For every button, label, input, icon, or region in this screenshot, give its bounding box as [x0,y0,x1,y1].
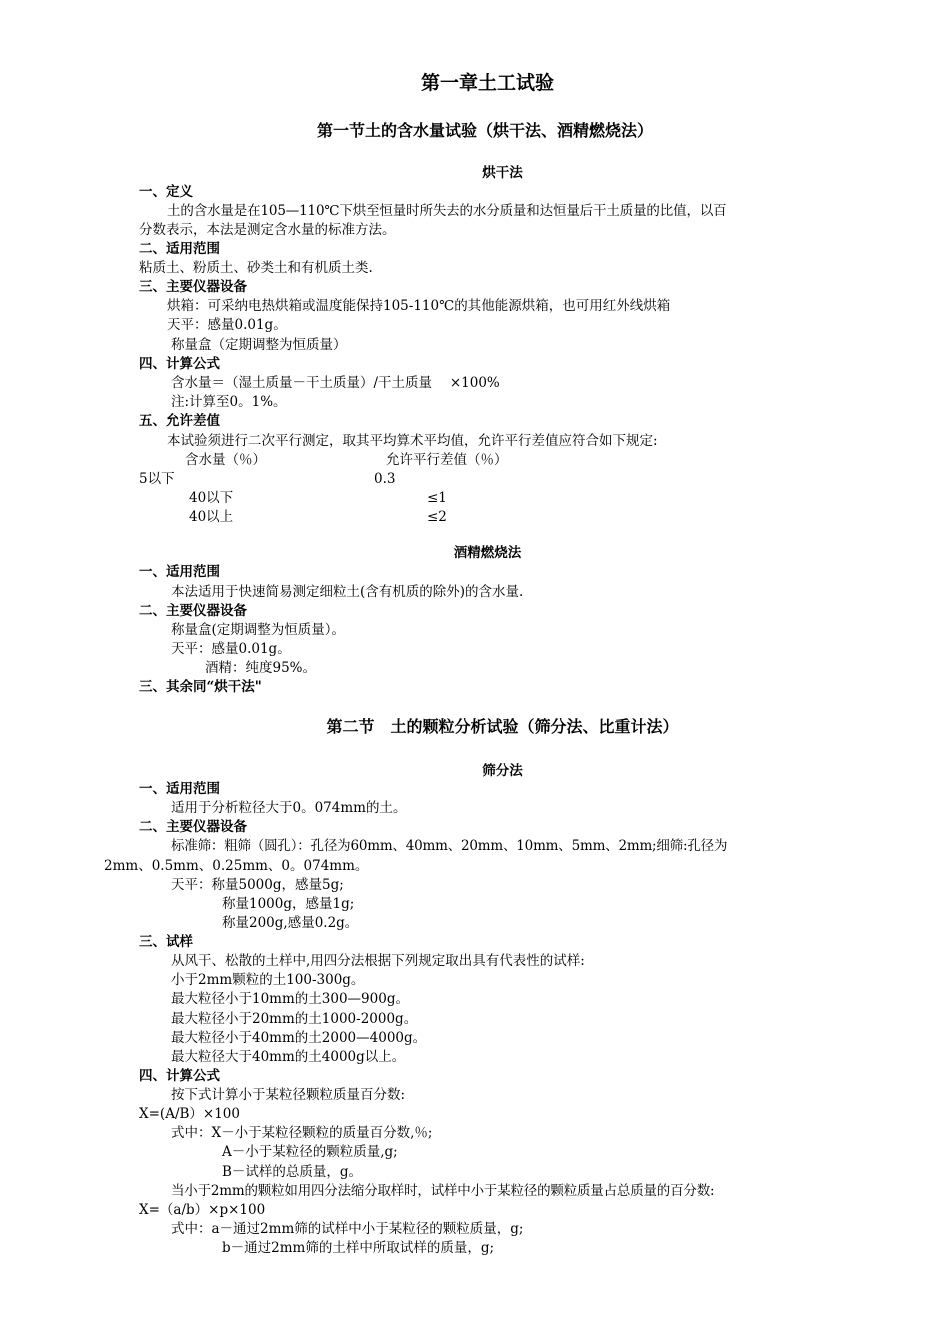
sieve-formula-heading: 四、计算公式 [139,1068,220,1084]
tolerance-row-moisture: 40以上 [189,509,234,525]
sieve-equipment-balance-2: 称量1000g，感量1g; [222,896,355,912]
sieve-equipment-sieves-cont: 2mm、0.5mm、0.25mm、0。074mm。 [104,858,369,874]
section-1-title: 第一节土的含水量试验（烘干法、酒精燃烧法） [316,121,653,140]
sieve-formula-2: X=（a/b）×p×100 [139,1202,266,1218]
equipment-balance: 天平：感量0.01g。 [167,317,287,333]
tolerance-intro: 本试验须进行二次平行测定，取其平均算术平均值，允许平行差值应符合如下规定: [167,433,658,449]
formula-variable: 式中：a－通过2mm筛的试样中小于某粒径的颗粒质量，g; [171,1221,524,1237]
equipment-weighing-box: 称量盒（定期调整为恒质量） [171,337,347,353]
alcohol-rest-heading: 三、其余同“烘干法" [139,679,262,695]
definition-heading: 一、定义 [139,184,193,200]
definition-text-line2: 分数表示，本法是测定含水量的标准方法。 [139,222,396,238]
sieve-scope-heading: 一、适用范围 [139,781,220,797]
formula-variable: b－通过2mm筛的土样中所取试样的质量，g; [222,1240,495,1256]
sample-rule: 最大粒径小于20mm的土1000-2000g。 [171,1011,418,1027]
tolerance-row-moisture: 40以下 [189,490,234,506]
moisture-formula: 含水量＝（湿土质量－干土质量）/干土质量 ×100% [171,375,500,391]
definition-text-line1: 土的含水量是在105—110℃下烘至恒量时所失去的水分质量和达恒量后干土质量的比值，以百 [167,203,727,219]
tolerance-column-difference: 允许平行差值（％） [386,452,508,468]
formula-heading: 四、计算公式 [139,356,220,372]
tolerance-row-difference: ≤1 [427,490,447,506]
equipment-oven: 烘箱：可采纳电热烘箱或温度能保持105-110℃的其他能源烘箱，也可用红外线烘箱 [167,298,671,314]
alcohol-equipment-box: 称量盒(定期调整为恒质量）。 [171,622,346,638]
tolerance-row-difference: 0.3 [374,471,396,487]
alcohol-equipment-balance: 天平：感量0.01g。 [171,641,291,657]
sample-rule: 最大粒径大于40mm的土4000g以上。 [171,1049,406,1065]
sieve-equipment-balance-1: 天平：称量5000g，感量5g; [171,877,344,893]
sieve-equipment-balance-3: 称量200g,感量0.2g。 [222,915,359,931]
sample-heading: 三、试样 [139,934,193,950]
formula-variable: A－小于某粒径的颗粒质量,g; [222,1144,398,1160]
sieve-method-title: 筛分法 [482,763,523,779]
section-2-title: 第二节 土的颗粒分析试验（筛分法、比重计法） [326,717,679,736]
alcohol-equipment-alcohol: 酒精：纯度95%。 [205,660,317,676]
sample-rule: 最大粒径小于40mm的土2000—4000g。 [171,1030,427,1046]
sieve-formula-1: X=(A/B）×100 [139,1106,240,1122]
tolerance-column-moisture: 含水量（％） [185,452,266,468]
tolerance-row-difference: ≤2 [427,509,447,525]
formula-variable: B－试样的总质量，g。 [222,1164,363,1180]
sieve-equipment-heading: 二、主要仪器设备 [139,819,247,835]
sieve-formula-intro-2: 当小于2mm的颗粒如用四分法缩分取样时，试样中小于某粒径的颗粒质量占总质量的百分数: [171,1183,715,1199]
alcohol-method-title: 酒精燃烧法 [453,545,522,561]
sample-rule: 最大粒径小于10mm的土300—900g。 [171,991,409,1007]
alcohol-scope-text: 本法适用于快速简易测定细粒土(含有机质的除外)的含水量. [171,584,524,600]
chapter-title: 第一章土工试验 [420,72,554,94]
tolerance-row-moisture: 5以下 [139,471,175,487]
sieve-equipment-sieves: 标准筛：粗筛（圆孔）：孔径为60mm、40mm、20mm、10mm、5mm、2mm;细筛:孔径为 [171,838,728,854]
scope-text: 粘质土、粉质土、砂类土和有机质土类. [139,260,373,276]
alcohol-equipment-heading: 二、主要仪器设备 [139,603,247,619]
sieve-formula-intro: 按下式计算小于某粒径颗粒质量百分数: [171,1087,406,1103]
equipment-heading: 三、主要仪器设备 [139,279,247,295]
sample-intro: 从风干、松散的土样中,用四分法根据下列规定取出具有代表性的试样: [171,953,585,969]
alcohol-scope-heading: 一、适用范围 [139,564,220,580]
oven-method-title: 烘干法 [482,165,523,181]
sieve-scope-text: 适用于分析粒径大于0。074mm的土。 [171,800,407,816]
tolerance-heading: 五、允许差值 [139,413,220,429]
sample-rule: 小于2mm颗粒的土100-300g。 [171,972,365,988]
formula-note: 注:计算至0。1%。 [171,394,287,410]
formula-variable: 式中：X－小于某粒径颗粒的质量百分数,％; [171,1125,433,1141]
scope-heading: 二、适用范围 [139,241,220,257]
